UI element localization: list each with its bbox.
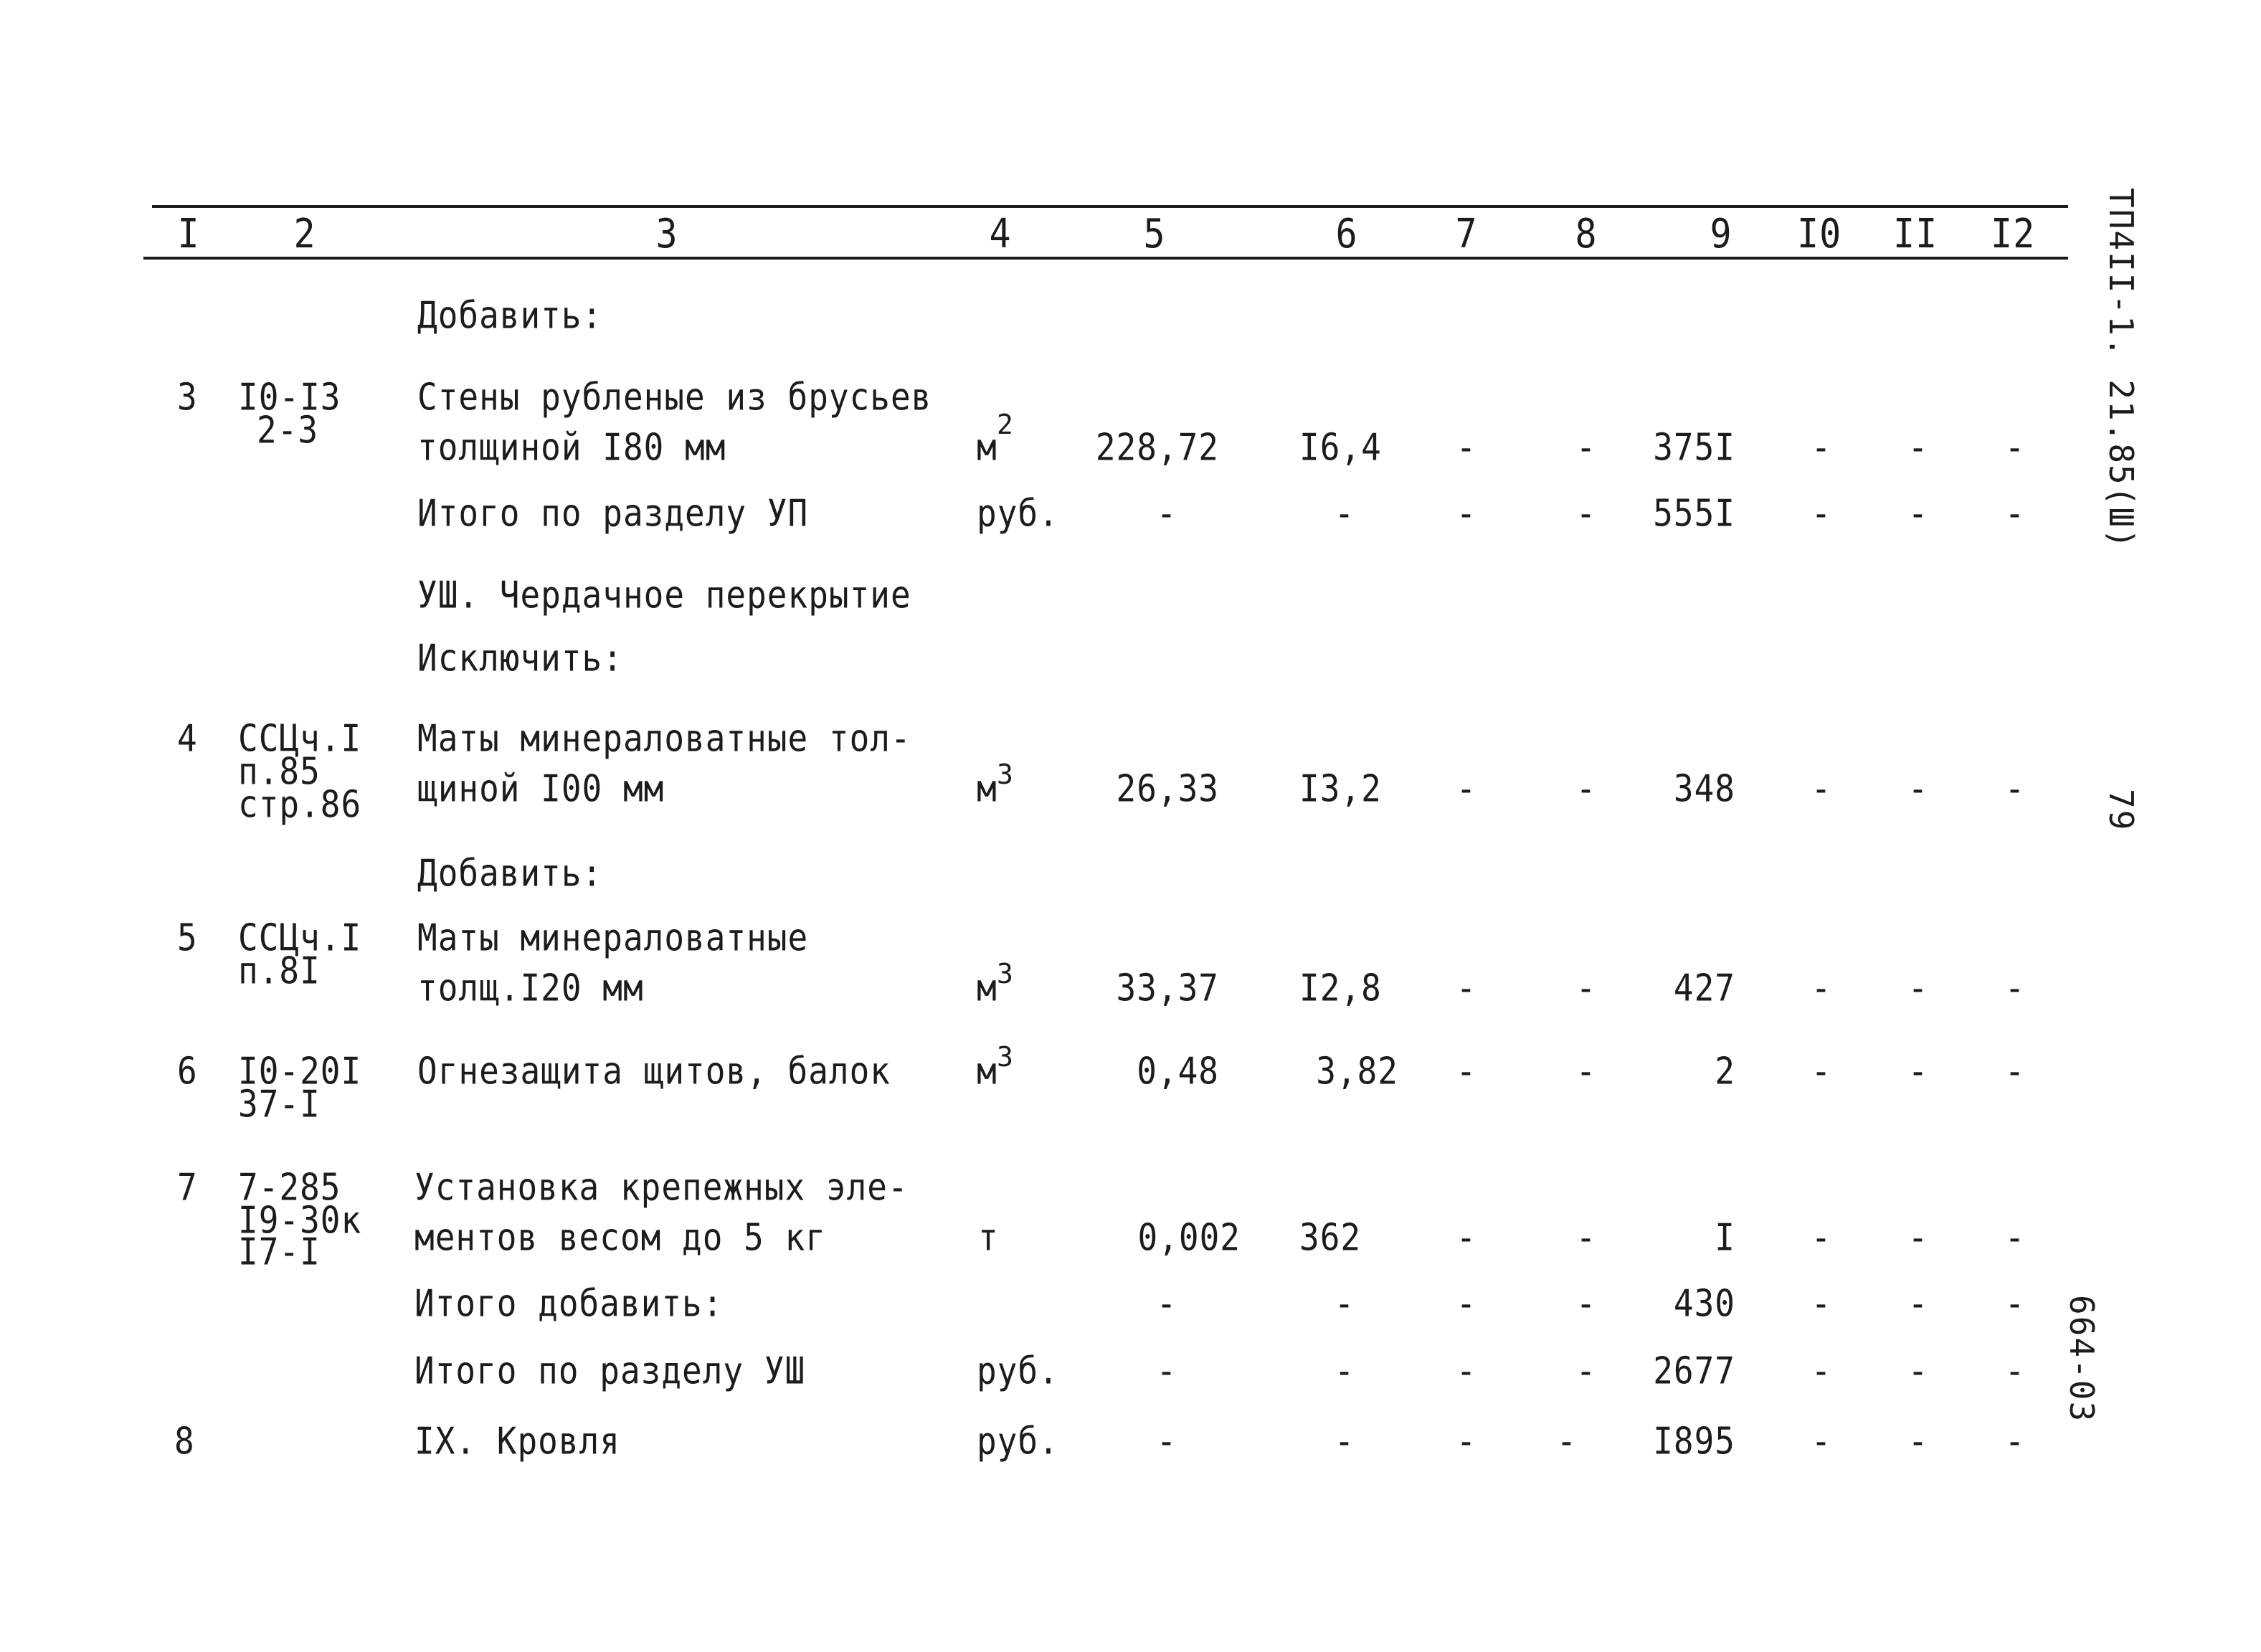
unit-price: 362 bbox=[1299, 1215, 1362, 1259]
col-header-4: 4 bbox=[989, 210, 1012, 257]
col-8-value: - bbox=[1575, 1349, 1597, 1392]
total-cost: 2 bbox=[1715, 1049, 1735, 1093]
norm-code: 7-285 bbox=[238, 1165, 341, 1209]
quantity: - bbox=[1156, 1281, 1177, 1325]
col-11-value: - bbox=[1907, 766, 1929, 810]
unit-price: I6,4 bbox=[1299, 425, 1382, 469]
col-7-value: - bbox=[1456, 966, 1477, 1010]
unit-exponent: 2 bbox=[997, 409, 1013, 440]
col-10-value: - bbox=[1811, 1215, 1832, 1259]
col-12-value: - bbox=[2004, 1049, 2026, 1093]
total-cost: 375I bbox=[1653, 425, 1735, 469]
quantity: - bbox=[1156, 491, 1177, 535]
norm-code: I0-I3 bbox=[238, 375, 341, 419]
quantity: 26,33 bbox=[1116, 766, 1219, 810]
unit: руб. bbox=[977, 1419, 1059, 1463]
quantity: 228,72 bbox=[1095, 425, 1219, 469]
col-11-value: - bbox=[1907, 491, 1929, 535]
col-10-value: - bbox=[1811, 425, 1832, 469]
page-number: 79 bbox=[2102, 789, 2141, 832]
col-7-value: - bbox=[1456, 1049, 1477, 1093]
work-name: Маты минераловатные тол- bbox=[417, 716, 911, 760]
norm-code: п.8I bbox=[238, 949, 321, 992]
quantity: 33,37 bbox=[1116, 966, 1219, 1010]
col-10-value: - bbox=[1811, 966, 1832, 1010]
section-label: Добавить: bbox=[417, 293, 603, 337]
unit-exponent: 3 bbox=[997, 1041, 1013, 1073]
total-label: IX. Кровля bbox=[414, 1419, 620, 1463]
col-header-8: 8 bbox=[1575, 210, 1598, 257]
norm-code: I9-30к bbox=[238, 1198, 362, 1242]
section-label: Исключить: bbox=[417, 636, 623, 680]
col-11-value: - bbox=[1907, 1215, 1929, 1259]
row-number: 7 bbox=[177, 1165, 198, 1209]
row-number: 6 bbox=[177, 1049, 198, 1093]
col-10-value: - bbox=[1811, 766, 1832, 810]
col-7-value: - bbox=[1456, 766, 1477, 810]
work-name: ментов весом до 5 кг bbox=[414, 1215, 826, 1259]
col-8-value: - bbox=[1575, 491, 1597, 535]
quantity: 0,002 bbox=[1137, 1215, 1241, 1259]
row-number: 8 bbox=[174, 1419, 195, 1463]
col-header-7: 7 bbox=[1455, 210, 1478, 257]
col-12-value: - bbox=[2004, 1281, 2026, 1325]
col-7-value: - bbox=[1456, 1281, 1477, 1325]
total-cost: 430 bbox=[1673, 1281, 1735, 1325]
total-cost: 555I bbox=[1653, 491, 1735, 535]
col-11-value: - bbox=[1907, 1419, 1929, 1463]
unit: м bbox=[977, 1049, 997, 1093]
norm-code: стр.86 bbox=[238, 782, 362, 826]
col-11-value: - bbox=[1907, 1049, 1929, 1093]
col-header-12: I2 bbox=[1991, 210, 2036, 257]
col-8-value: - bbox=[1575, 1215, 1597, 1259]
col-11-value: - bbox=[1907, 966, 1929, 1010]
total-cost: I895 bbox=[1653, 1419, 1735, 1463]
col-12-value: - bbox=[2004, 1419, 2026, 1463]
norm-code: I0-20I bbox=[238, 1049, 362, 1093]
col-12-value: - bbox=[2004, 966, 2026, 1010]
col-11-value: - bbox=[1907, 1281, 1929, 1325]
col-10-value: - bbox=[1811, 1419, 1832, 1463]
section-title: УШ. Чердачное перекрытие bbox=[417, 573, 911, 617]
work-name: толщ.I20 мм bbox=[417, 966, 644, 1010]
unit: т bbox=[978, 1215, 999, 1259]
col-header-9: 9 bbox=[1710, 210, 1733, 257]
work-name: Стены рубленые из брусьев bbox=[417, 375, 932, 419]
total-label: Итого по разделу УП bbox=[417, 491, 809, 535]
norm-code: I7-I bbox=[238, 1230, 321, 1273]
unit-price: - bbox=[1334, 491, 1355, 535]
col-header-3: 3 bbox=[655, 210, 678, 257]
quantity: 0,48 bbox=[1137, 1049, 1219, 1093]
work-name: щиной I00 мм bbox=[417, 766, 665, 810]
sheet-code: 664-03 bbox=[2062, 1295, 2101, 1423]
project-code: ТП4II-1. 21.85(Ш) bbox=[2102, 188, 2141, 550]
unit-price: - bbox=[1334, 1419, 1355, 1463]
unit: м bbox=[977, 766, 997, 810]
total-cost: I bbox=[1715, 1215, 1735, 1259]
col-header-1: I bbox=[177, 210, 200, 257]
work-name: Установка крепежных эле- bbox=[414, 1165, 909, 1209]
total-cost: 348 bbox=[1673, 766, 1735, 810]
col-8-value: - bbox=[1575, 1049, 1597, 1093]
norm-code: ССЦч.I bbox=[238, 916, 362, 959]
unit-exponent: 3 bbox=[997, 759, 1013, 790]
unit: руб. bbox=[977, 1349, 1059, 1392]
total-cost: 427 bbox=[1673, 966, 1735, 1010]
row-number: 3 bbox=[177, 375, 198, 419]
col-10-value: - bbox=[1811, 1349, 1832, 1392]
norm-code: п.85 bbox=[238, 749, 321, 793]
work-name: Огнезащита щитов, балок bbox=[417, 1049, 891, 1093]
unit: м bbox=[977, 966, 997, 1010]
work-name: Маты минераловатные bbox=[417, 916, 809, 959]
col-8-value: - bbox=[1575, 766, 1597, 810]
col-header-6: 6 bbox=[1335, 210, 1358, 257]
col-11-value: - bbox=[1907, 425, 1929, 469]
col-header-5: 5 bbox=[1143, 210, 1166, 257]
unit-exponent: 3 bbox=[997, 958, 1013, 989]
col-10-value: - bbox=[1811, 1281, 1832, 1325]
col-header-2: 2 bbox=[293, 210, 316, 257]
unit: м bbox=[977, 425, 997, 469]
col-7-value: - bbox=[1456, 425, 1477, 469]
col-7-value: - bbox=[1456, 1349, 1477, 1392]
col-11-value: - bbox=[1907, 1349, 1929, 1392]
row-number: 5 bbox=[177, 916, 198, 959]
total-cost: 2677 bbox=[1653, 1349, 1735, 1392]
norm-code: 2-3 bbox=[257, 408, 319, 452]
col-12-value: - bbox=[2004, 1215, 2026, 1259]
unit-price: - bbox=[1334, 1349, 1355, 1392]
total-label: Итого добавить: bbox=[414, 1281, 724, 1325]
col-8-value: - bbox=[1556, 1419, 1578, 1463]
header-bottom-rule bbox=[143, 257, 2068, 260]
quantity: - bbox=[1156, 1349, 1177, 1392]
row-number: 4 bbox=[177, 716, 198, 760]
unit-price: - bbox=[1334, 1281, 1355, 1325]
col-header-11: II bbox=[1893, 210, 1938, 257]
unit-price: I2,8 bbox=[1299, 966, 1382, 1010]
total-label: Итого по разделу УШ bbox=[414, 1349, 806, 1392]
quantity: - bbox=[1156, 1419, 1177, 1463]
col-12-value: - bbox=[2004, 1349, 2026, 1392]
col-10-value: - bbox=[1811, 1049, 1832, 1093]
unit-price: 3,82 bbox=[1316, 1049, 1398, 1093]
col-10-value: - bbox=[1811, 491, 1832, 535]
section-label: Добавить: bbox=[417, 851, 603, 895]
header-top-rule bbox=[152, 205, 2068, 208]
col-7-value: - bbox=[1456, 491, 1477, 535]
col-8-value: - bbox=[1575, 1281, 1597, 1325]
unit-price: I3,2 bbox=[1299, 766, 1382, 810]
unit: руб. bbox=[977, 491, 1059, 535]
norm-code: 37-I bbox=[238, 1082, 321, 1126]
col-header-10: I0 bbox=[1797, 210, 1842, 257]
work-name: толщиной I80 мм bbox=[417, 425, 726, 469]
col-7-value: - bbox=[1456, 1215, 1477, 1259]
col-12-value: - bbox=[2004, 766, 2026, 810]
col-12-value: - bbox=[2004, 491, 2026, 535]
col-12-value: - bbox=[2004, 425, 2026, 469]
norm-code: ССЦч.I bbox=[238, 716, 362, 760]
col-7-value: - bbox=[1456, 1419, 1477, 1463]
col-8-value: - bbox=[1575, 425, 1597, 469]
col-8-value: - bbox=[1575, 966, 1597, 1010]
